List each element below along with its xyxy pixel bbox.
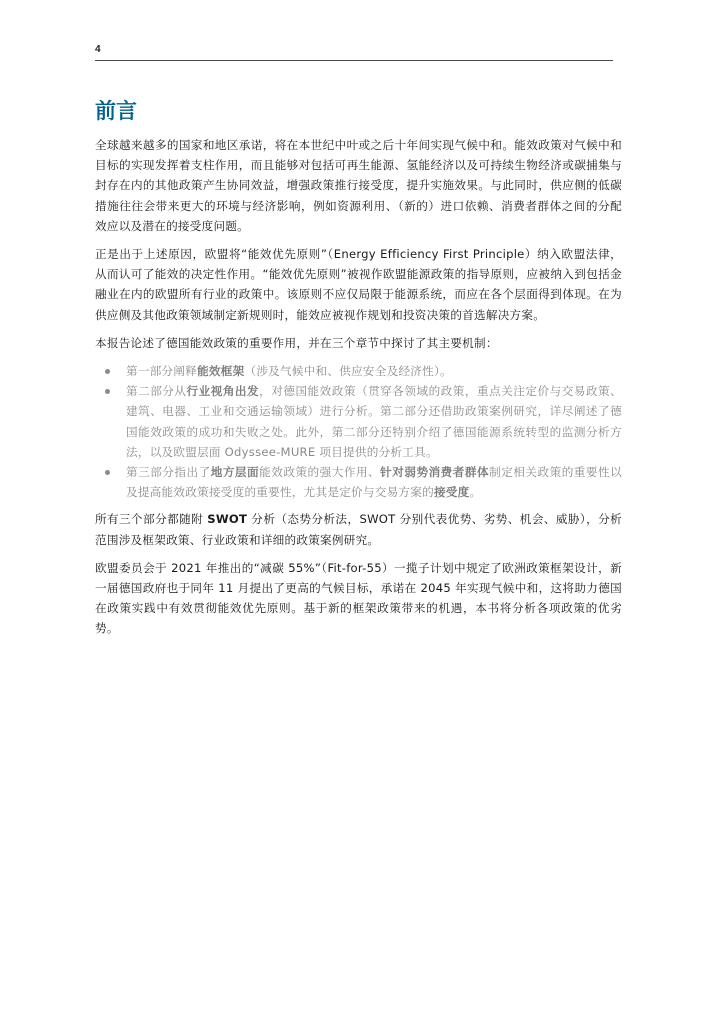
bullet-icon <box>105 389 110 394</box>
list-item-part-1 <box>95 361 622 381</box>
text-run-bold: SWOT <box>207 512 248 527</box>
text-run: 。 <box>469 485 482 500</box>
chapter-list <box>95 361 622 502</box>
paragraph-report-overview: 本报告论述了德国能效政策的重要作用，并在三个章节中探讨了其主要机制： <box>95 335 498 350</box>
text-run-bold: 行业视角出发 <box>186 384 260 399</box>
bullet-icon <box>105 369 110 374</box>
text-run: 能效政策的强大作用、 <box>259 465 381 480</box>
list-item-part-2 <box>95 381 622 462</box>
text-run: 第一部分阐释 <box>126 364 198 379</box>
text-run-bold: 针对弱势消费者群体 <box>380 465 490 480</box>
paragraph-fit-for-55: 欧盟委员会于 2021 年推出的“减碳 55%”（Fit-for-55）一揽子计划中规定了欧洲政策框架设计，新一届德国政府也于同年 11 月提出了更高的气候目标，承诺在 2045 年实现气候中和，这将助力德国在政策实践中有效贯彻能效优先原则。基于新的框架政策带来的机遇，本书将分析各项政策的优劣势。 <box>95 560 622 636</box>
text-run-bold: 能效框架 <box>197 364 245 379</box>
paragraph-intro: 全球越来越多的国家和地区承诺，将在本世纪中叶或之后十年间实现气候中和。能效政策对气候中和目标的实现发挥着支柱作用，而且能够对包括可再生能源、氢能经济以及可持续生物经济或碳捕集与封存在内的其他政策产生协同效益，增强政策推行接受度，提升实施效果。与此同时，供应侧的低碳措施往往会带来更大的环境与经济影响，例如资源利用、（新的）进口依赖、消费者群体之间的分配效应以及潜在的接受度问题。 <box>95 138 622 233</box>
bullet-icon <box>105 470 110 475</box>
text-run-bold: 地方层面 <box>210 465 260 480</box>
text-run: 分析（态势分析法，SWOT 分别代表优势、劣势、机会、威胁），分析范围涉及框架政策、行业政策和详细的政策案例研究。 <box>95 512 622 547</box>
text-run-bold: 接受度 <box>433 485 470 500</box>
paragraph-swot <box>95 509 622 549</box>
text-run: 所有三个部分都随附 <box>95 512 208 527</box>
text-run: 第三部分指出了 <box>126 465 211 480</box>
page-number: 4 <box>95 44 101 55</box>
list-item-part-3 <box>95 462 622 502</box>
section-title: 前言 <box>95 99 137 123</box>
text-run: （涉及气候中和、供应安全及经济性）。 <box>244 364 452 379</box>
paragraph-eu-principle: 正是出于上述原因，欧盟将“能效优先原则”（Energy Efficiency First Principle）纳入欧盟法律，从而认可了能效的决定性作用。“能效优先原则”被视作欧盟能源政策的指导原则，应被纳入到包括金融业在内的欧盟所有行业的政策中。该原则不应仅局限于能源系统，而应在各个层面得到体现。在为供应侧及其他政策领域制定新规则时，能效应被视作规划和投资决策的首选解决方案。 <box>95 247 622 322</box>
header-rule <box>95 60 613 61</box>
page-content <box>95 98 622 647</box>
text-run: 第二部分从 <box>126 384 187 399</box>
text-run: 制定相关政策的重要性以及提高能效政策接受度的重要性，尤其是定价与交易方案的 <box>126 465 622 500</box>
text-run: ，对德国能效政策（贯穿各领域的政策，重点关注定价与交易政策、建筑、电器、工业和交通运输领域）进行分析。第二部分还借助政策案例研究，详尽阐述了德国能效政策的成功和失败之处。此外，第二部分还特别介绍了德国能源系统转型的监测分析方法，以及欧盟层面 Odyssee-MURE 项目提供的分析工具。 <box>126 384 622 459</box>
